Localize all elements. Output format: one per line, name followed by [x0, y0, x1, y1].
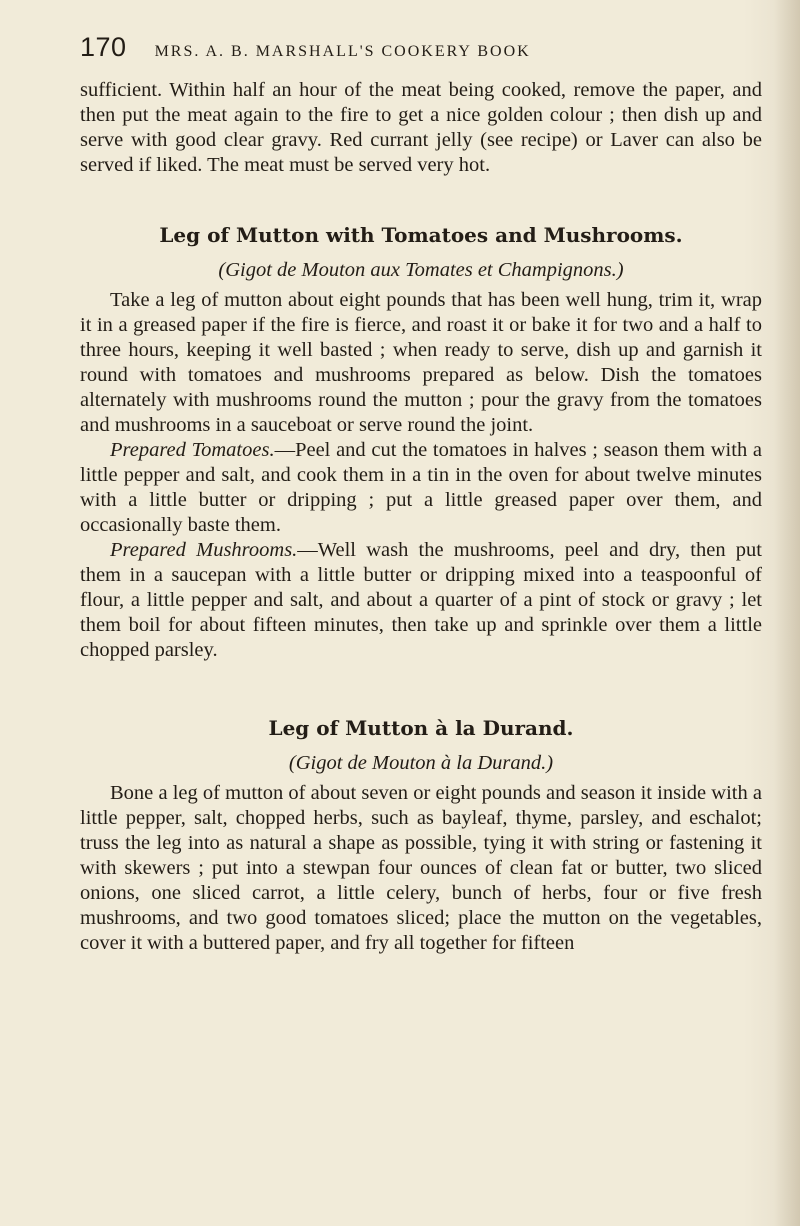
- opening-paragraph: sufficient. Within half an hour of the meat being cooked, remove the paper, and then put the meat again to the fire to get a nice golden colour ; then dish up and serve with good clear gravy. Red currant jelly (see recipe) or Laver can also be served if liked. The meat must be served very hot.: [80, 79, 762, 176]
- page-number: 170: [80, 32, 127, 62]
- prepared-mushrooms-text: —Well wash the mushrooms, peel and dry, then put them in a saucepan with a little butter or dripping mixed into a teaspoonful of flour, a little pepper and salt, and about a quarter of a pint of stock or gravy ; let them boil for about fifteen minutes, then take up and sprinkle over them a little chopped parsley.: [80, 539, 762, 661]
- prepared-tomatoes-lead: Prepared Tomatoes.: [110, 439, 275, 461]
- prepared-tomatoes-text: —Peel and cut the tomatoes in halves ; season them with a little pepper and salt, and cook them in a tin in the oven for about twelve minutes with a little butter or dripping ; put a little greased paper over them, and occasionally baste them.: [80, 439, 762, 536]
- recipe-paragraph-durand: Bone a leg of mutton of about seven or eight pounds and season it inside with a little pepper, salt, chopped herbs, such as bayleaf, thyme, parsley, and eschalot; truss the leg into as natural a shape as possible, tying it with string or fastening it with skewers ; put into a stewpan four ounces of clean fat or butter, two sliced onions, one sliced carrot, a little celery, bunch of herbs, four or five fresh mushrooms, and two good tomatoes sliced; place the mutton on the vegetables, cover it with a buttered paper, and fry all together for fifteen: [80, 782, 762, 954]
- prepared-mushrooms-paragraph: [80, 538, 762, 663]
- prepared-tomatoes-paragraph: [80, 438, 762, 538]
- running-head: [80, 32, 762, 72]
- recipe-title-durand: Leg of Mutton à la Durand.: [268, 716, 574, 740]
- recipe-paragraph-tomatoes-mushrooms: Take a leg of mutton about eight pounds that has been well hung, trim it, wrap it in a greased paper if the fire is fierce, and roast it or bake it for two and a half to three hours, keeping it well basted ; when ready to serve, dish up and garnish it round with tomatoes and mushrooms prepared as below. Dish the tomatoes alternately with mushrooms round the mutton ; pour the gravy from the tomatoes and mushrooms in a sauceboat or serve round the joint.: [80, 289, 762, 436]
- book-title: MRS. A. B. MARSHALL'S COOKERY BOOK: [154, 43, 531, 60]
- recipe-title-tomatoes-mushrooms: Leg of Mutton with Tomatoes and Mushrooms.: [159, 223, 683, 247]
- page-edge-shadow: [774, 0, 800, 1226]
- prepared-mushrooms-lead: Prepared Mushrooms.: [110, 539, 298, 561]
- recipe-subtitle-tomatoes-mushrooms: (Gigot de Mouton aux Tomates et Champignons.): [218, 259, 624, 281]
- recipe-subtitle-durand: (Gigot de Mouton à la Durand.): [288, 752, 554, 774]
